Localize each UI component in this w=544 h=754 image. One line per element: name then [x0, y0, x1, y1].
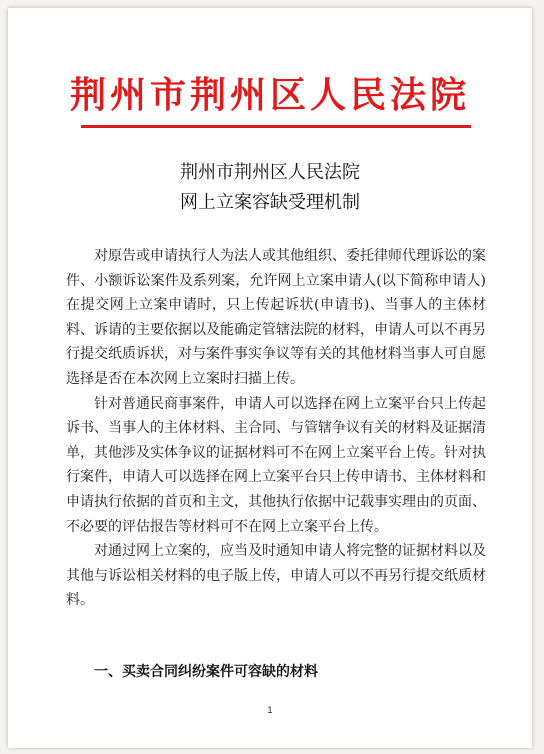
page-number: 1: [267, 705, 273, 715]
document-title-line2: 网上立案容缺受理机制: [180, 192, 360, 213]
court-letterhead: 荆州市荆州区人民法院: [69, 75, 470, 116]
paragraph-1: 对原告或申请执行人为法人或其他组织、委托律师代理诉讼的案件、小额诉讼案件及系列案，允许网上立案申请人(以下简称申请人)在提交网上立案申请时，只上传起诉状(申请书)、当事人的主体材料、诉请的主要依据以及能确定管辖法院的材料，申请人可以不再另行提交纸质诉状，对与案件事实争议等有关的其他材料当事人可自愿选择是否在本次网上立案时扫描上传。: [66, 248, 486, 387]
paragraph-3: 对通过网上立案的，应当及时通知申请人将完整的证据材料以及其他与诉讼相关材料的电子版上传，申请人可以不再另行提交纸质材料。: [66, 543, 486, 609]
document-title-line1: 荆州市荆州区人民法院: [180, 162, 360, 183]
document-body: [66, 244, 486, 613]
letterhead-divider: [81, 125, 471, 128]
paragraph-2: 针对普通民商事案件，申请人可以选择在网上立案平台只上传起诉书、当事人的主体材料、主合同、与管辖争议有关的材料及证据清单，其他涉及实体争议的证据材料可不在网上立案平台上传。针对执行案件，申请人可以选择在网上立案平台只上传申请书、主体材料和申请执行依据的首页和主文，其他执行依据中记载事实理由的页面、不必要的评估报告等材料可不在网上立案平台上传。: [66, 395, 486, 535]
section-heading: 一、买卖合同纠纷案件可容缺的材料: [94, 664, 318, 680]
document-page: [8, 8, 532, 748]
document-title: [8, 158, 532, 218]
